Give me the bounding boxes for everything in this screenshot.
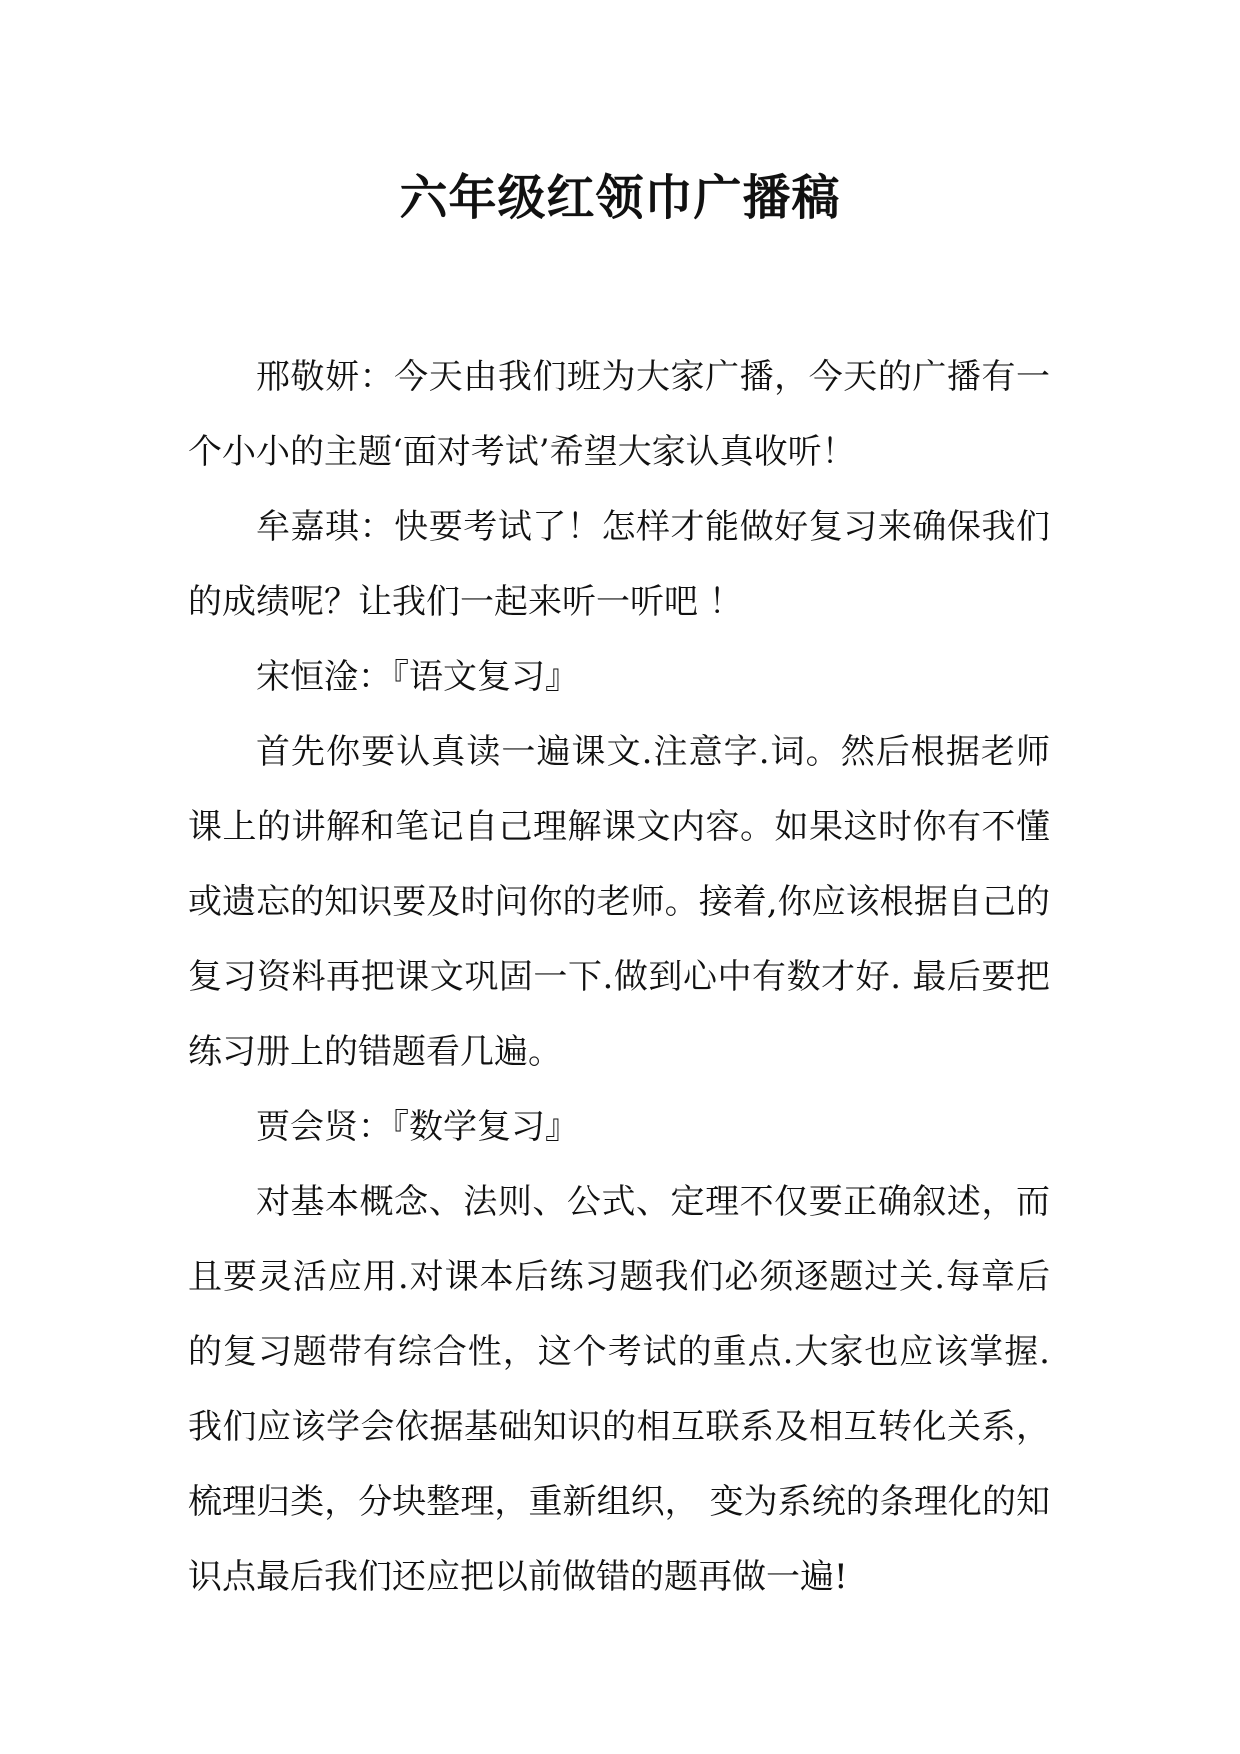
paragraph-chinese-review: 首先你要认真读一遍课文.注意字.词。然后根据老师课上的讲解和笔记自己理解课文内容。如果这时你有不懂或遗忘的知识要及时问你的老师。接着,你应该根据自己的复习资料再把课文巩固一下.做到心中有数才好. 最后要把练习册上的错题看几遍。 xyxy=(188,732,1050,1072)
document-body xyxy=(188,340,1050,1615)
paragraph-intro: 邢敬妍：今天由我们班为大家广播，今天的广播有一个小小的主题‘面对考试’希望大家认真收听！ xyxy=(188,357,1050,472)
paragraph-question: 牟嘉琪：快要考试了！怎样才能做好复习来确保我们的成绩呢？让我们一起来听一听吧 ！ xyxy=(188,507,1050,622)
paragraph-math-review: 对基本概念、法则、公式、定理不仅要正确叙述，而且要灵活应用.对课本后练习题我们必须逐题过关.每章后的复习题带有综合性，这个考试的重点.大家也应该掌握.我们应该学会依据基础知识的相互联系及相互转化关系，梳理归类，分块整理，重新组织， 变为系统的条理化的知识点最后我们还应把以前做错的题再做一遍! xyxy=(188,1182,1050,1597)
paragraph-math-heading: 贾会贤：『数学复习』 xyxy=(256,1107,579,1147)
paragraph-chinese-heading: 宋恒淦：『语文复习』 xyxy=(256,657,579,697)
document-title: 六年级红领巾广播稿 xyxy=(399,170,841,226)
